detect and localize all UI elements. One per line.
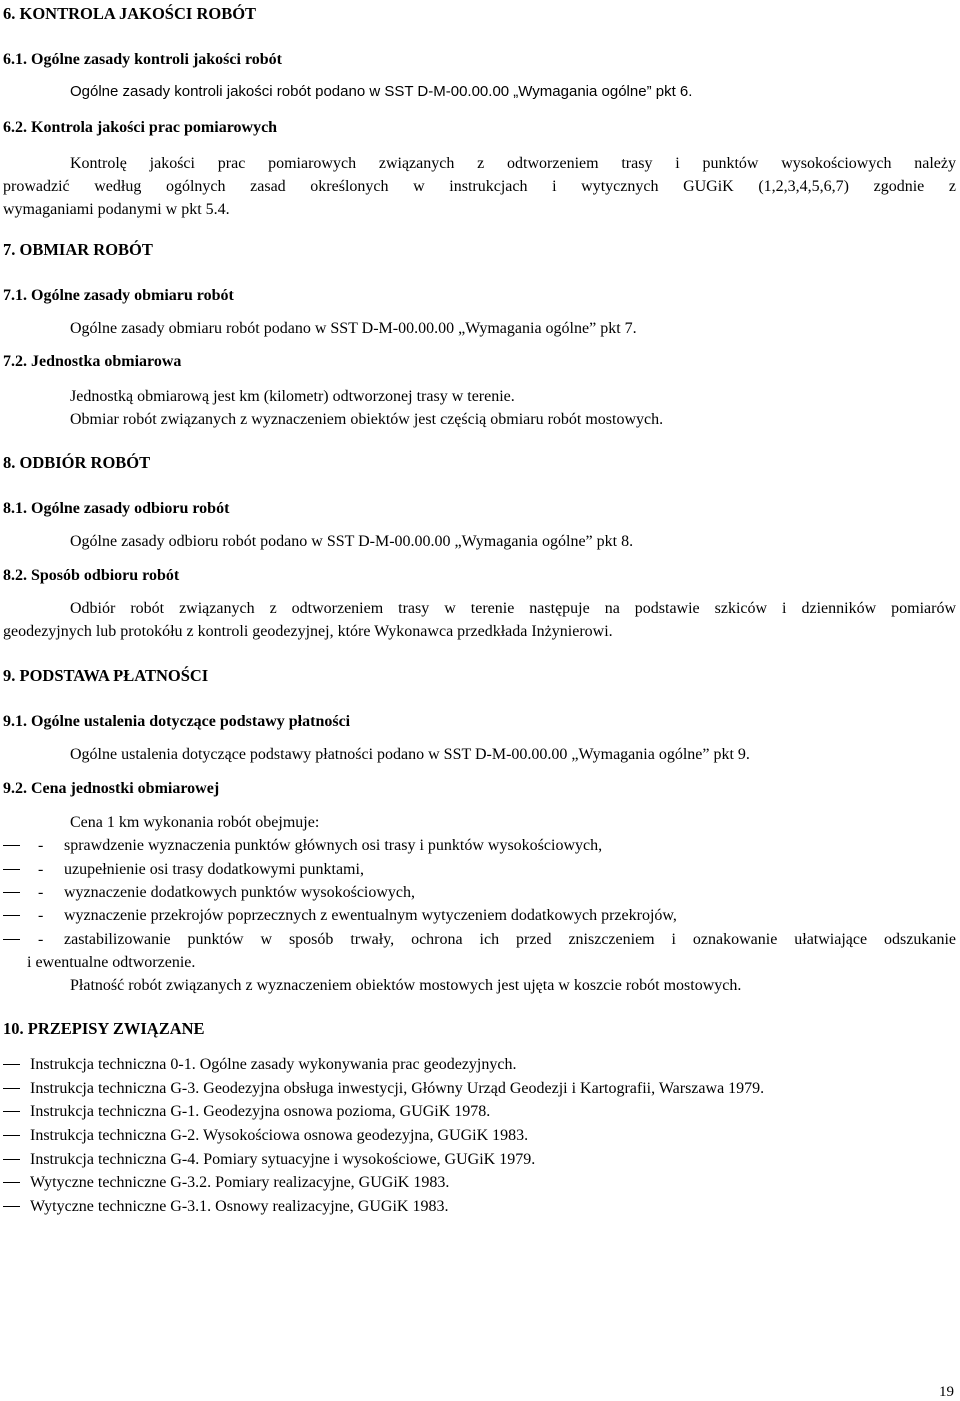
- list-dash-1: [3, 845, 20, 846]
- list-dash-4: [3, 915, 20, 916]
- section-7-2-line-2: Obmiar robót związanych z wyznaczeniem obiektów jest częścią obmiaru robót mostowych.: [70, 411, 664, 428]
- section-9-2-intro: Cena 1 km wykonania robót obejmuje:: [70, 814, 320, 831]
- section-6-1-heading: 6.1. Ogólne zasady kontroli jakości robót: [3, 51, 282, 68]
- list-item-2: uzupełnienie osi trasy dodatkowymi punktami,: [64, 861, 364, 878]
- section-8-2-heading: 8.2. Sposób odbioru robót: [3, 567, 180, 584]
- reference-item-4: Instrukcja techniczna G-2. Wysokościowa osnowa geodezyjna, GUGiK 1983.: [30, 1127, 529, 1144]
- reference-item-6: Wytyczne techniczne G-3.2. Pomiary realizacyjne, GUGiK 1983.: [30, 1174, 450, 1191]
- section-6-2-line-1: Kontrolę jakości prac pomiarowych związanych z odtworzeniem trasy i punktów wysokościowych należy: [70, 155, 956, 172]
- section-9-1-text: Ogólne ustalenia dotyczące podstawy płatności podano w SST D-M-00.00.00 „Wymagania ogólne” pkt 9.: [70, 746, 750, 763]
- list-dash-3: [3, 892, 20, 893]
- reference-item-3: Instrukcja techniczna G-1. Geodezyjna osnowa pozioma, GUGiK 1978.: [30, 1103, 491, 1120]
- list-item-4: wyznaczenie przekrojów poprzecznych z ewentualnym wytyczeniem dodatkowych przekrojów,: [64, 907, 677, 924]
- list-item-2-marker: -: [38, 861, 44, 878]
- list-item-3: wyznaczenie dodatkowych punktów wysokościowych,: [64, 884, 416, 901]
- list-item-3-marker: -: [38, 884, 44, 901]
- section-8-1-text: Ogólne zasady odbioru robót podano w SST D-M-00.00.00 „Wymagania ogólne” pkt 8.: [70, 533, 634, 550]
- ref-dash-7: [3, 1206, 20, 1207]
- section-9-1-heading: 9.1. Ogólne ustalenia dotyczące podstawy płatności: [3, 713, 351, 730]
- section-6-2-heading: 6.2. Kontrola jakości prac pomiarowych: [3, 119, 278, 136]
- list-dash-2: [3, 869, 20, 870]
- ref-dash-2: [3, 1088, 20, 1089]
- section-6-2-line-2: prowadzić według ogólnych zasad określonych w instrukcjach i wytycznych GUGiK (1,2,3,4,5,6,7) zgodnie z: [3, 178, 956, 195]
- section-8-2-line-2: geodezyjnych lub protokółu z kontroli geodezyjnej, które Wykonawca przedkłada Inżynierowi.: [3, 623, 613, 640]
- section-8-2-line-1: Odbiór robót związanych z odtworzeniem trasy w terenie następuje na podstawie szkiców i dzienników pomiarów: [70, 600, 956, 617]
- section-9-heading: 9. PODSTAWA PŁATNOŚCI: [3, 666, 209, 685]
- list-item-4-marker: -: [38, 907, 44, 924]
- list-item-5-continuation: i ewentualne odtworzenie.: [27, 954, 196, 971]
- section-7-2-heading: 7.2. Jednostka obmiarowa: [3, 353, 182, 370]
- ref-dash-5: [3, 1159, 20, 1160]
- list-dash-5: [3, 939, 20, 940]
- reference-item-7: Wytyczne techniczne G-3.1. Osnowy realizacyjne, GUGiK 1983.: [30, 1198, 449, 1215]
- section-10-heading: 10. PRZEPISY ZWIĄZANE: [3, 1019, 205, 1038]
- reference-item-5: Instrukcja techniczna G-4. Pomiary sytuacyjne i wysokościowe, GUGiK 1979.: [30, 1151, 536, 1168]
- list-item-1: sprawdzenie wyznaczenia punktów głównych osi trasy i punktów wysokościowych,: [64, 837, 603, 854]
- reference-item-1: Instrukcja techniczna 0-1. Ogólne zasady wykonywania prac geodezyjnych.: [30, 1056, 517, 1073]
- section-7-heading: 7. OBMIAR ROBÓT: [3, 240, 153, 259]
- section-6-1-text: Ogólne zasady kontroli jakości robót podano w SST D-M-00.00.00 „Wymagania ogólne” pkt 6.: [70, 83, 693, 100]
- section-6-2-line-3: wymaganiami podanymi w pkt 5.4.: [3, 201, 230, 218]
- section-6-heading: 6. KONTROLA JAKOŚCI ROBÓT: [3, 4, 257, 23]
- ref-dash-4: [3, 1135, 20, 1136]
- section-8-1-heading: 8.1. Ogólne zasady odbioru robót: [3, 500, 230, 517]
- ref-dash-1: [3, 1064, 20, 1065]
- list-item-5: zastabilizowanie punktów w sposób trwały, ochrona ich przed zniszczeniem i oznakowanie ułatwiające odszukanie: [64, 931, 956, 948]
- list-item-5-marker: -: [38, 931, 44, 948]
- section-7-2-line-1: Jednostką obmiarową jest km (kilometr) odtworzonej trasy w terenie.: [70, 388, 515, 405]
- section-7-1-text: Ogólne zasady obmiaru robót podano w SST D-M-00.00.00 „Wymagania ogólne” pkt 7.: [70, 320, 637, 337]
- page-number: 19: [939, 1384, 954, 1400]
- section-9-2-closing: Płatność robót związanych z wyznaczeniem obiektów mostowych jest ujęta w koszcie robót mostowych.: [70, 977, 742, 994]
- ref-dash-3: [3, 1111, 20, 1112]
- ref-dash-6: [3, 1182, 20, 1183]
- section-7-1-heading: 7.1. Ogólne zasady obmiaru robót: [3, 287, 234, 304]
- section-8-heading: 8. ODBIÓR ROBÓT: [3, 453, 151, 472]
- section-9-2-heading: 9.2. Cena jednostki obmiarowej: [3, 780, 220, 797]
- list-item-1-marker: -: [38, 837, 44, 854]
- reference-item-2: Instrukcja techniczna G-3. Geodezyjna obsługa inwestycji, Główny Urząd Geodezji i Kartografii, Warszawa 1979.: [30, 1080, 765, 1097]
